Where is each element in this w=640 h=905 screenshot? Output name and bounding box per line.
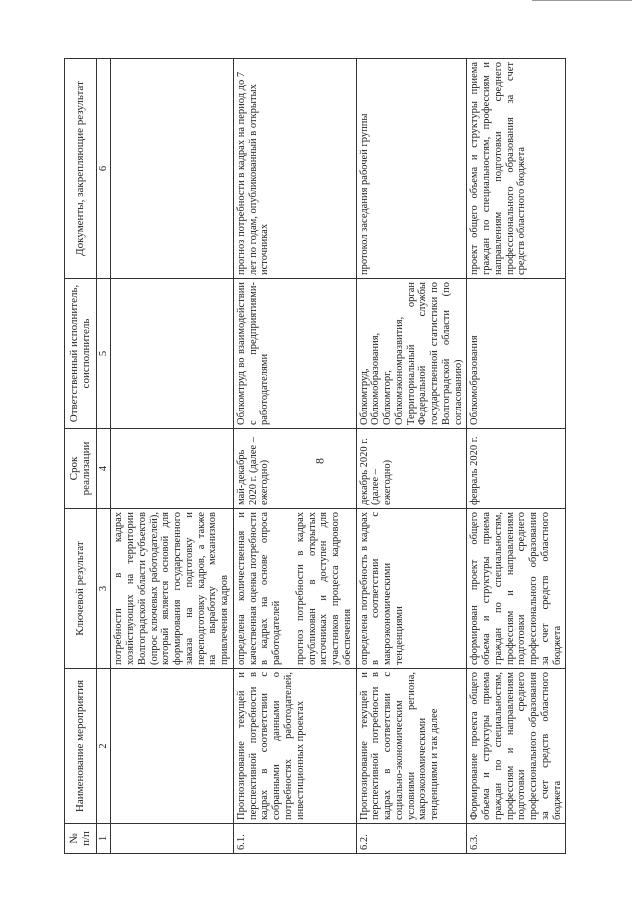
table-row [233, 59, 356, 854]
header-key-result: Ключевой результат [65, 509, 97, 669]
column-number: 6 [96, 59, 111, 279]
header-measure-name: Наименование мероприятия [65, 669, 97, 824]
scan-edge-line [532, 0, 632, 1]
page-number: 8 [312, 458, 327, 464]
header-term: Срок реализации [65, 429, 97, 509]
cell-term [111, 429, 234, 509]
measures-table [64, 58, 566, 854]
cell-result [233, 509, 356, 669]
cell-term: декабрь 2020 г. (далее – ежегодно) [356, 429, 467, 509]
header-responsible: Ответственный исполнитель, соисполнитель [65, 279, 97, 429]
cell-documents: протокол заседания рабочей группы [356, 59, 467, 279]
cell-responsible: Облкомтруд, Облкомобразования, Облкомторг, Облкомэкономразвития, Территориальный орган Федеральной службы государственной статистики по Волгоградской области (по согласованию) [356, 279, 467, 429]
result-paragraph: сформирован проект общего объема и структуры приема граждан по специальностям, профессиям и направлениям подготовки среднего профессионального образования за счет средств областного бюджета [469, 512, 563, 665]
cell-documents: прогноз потребности в кадрах на период до 7 лет по годам, опубликованный в открытых источниках [233, 59, 356, 279]
cell-result [467, 509, 566, 669]
cell-name [111, 669, 234, 824]
table-row-carryover [111, 59, 234, 854]
column-number: 4 [96, 429, 111, 509]
table-row [356, 59, 467, 854]
table-header-row [65, 59, 97, 854]
cell-responsible [111, 279, 234, 429]
result-paragraph: определена потребность в кадрах в соответствии с макроэкономическими тенденциями [358, 512, 405, 665]
cell-name: Прогнозирование текущей и перспективной потребности в кадрах в соответствии с социально-экономическим условиями региона, макроэкономическими тенденциями и так далее [356, 669, 467, 824]
cell-num: 6.3. [467, 824, 566, 854]
cell-term: февраль 2020 г. [467, 429, 566, 509]
cell-name: Прогнозирование текущей и перспективной потребности в кадрах в соответствии с собранными данными о потребностях работодателей, инвестиционных проектах [233, 669, 356, 824]
cell-name: Формирование проекта общего объема и структуры приема граждан по специальностям, профессиям и направлениям подготовки среднего профессионального образования за счет средств областного бюджета [467, 669, 566, 824]
result-paragraph: прогноз потребности в кадрах опубликован в открытых источниках и доступен для участников процесса кадрового обеспечения [294, 512, 353, 665]
cell-term: май-декабрь 2020 г. (далее – ежегодно) [233, 429, 356, 509]
column-number: 5 [96, 279, 111, 429]
header-num: № п/п [65, 824, 97, 854]
cell-num: 6.1. [233, 824, 356, 854]
cell-responsible: Облкомтруд во взаимодействии с предприятиями-работодателями [233, 279, 356, 429]
column-number: 1 [96, 824, 111, 854]
table-row [467, 59, 566, 854]
header-documents: Документы, закрепляющие результат [65, 59, 97, 279]
cell-responsible: Облкомобразования [467, 279, 566, 429]
rotated-table-wrapper [64, 59, 574, 854]
cell-result-carryover: потребности в кадрах хозяйствующих на территории Волгоградской области субъектов (опрос ключевых работодателей), который является основой для формирования государственного заказа на подготовку и переподготовку кадров, а также на выработку механизмов привлечения кадров [111, 509, 234, 669]
cell-documents [111, 59, 234, 279]
cell-num: 6.2. [356, 824, 467, 854]
column-number: 3 [96, 509, 111, 669]
column-numbers-row [96, 59, 111, 854]
cell-num [111, 824, 234, 854]
column-number: 2 [96, 669, 111, 824]
cell-result [356, 509, 467, 669]
cell-documents: проект общего объема и структуры приема граждан по специальностям, профессиям и направлениям подготовки среднего профессионального образования за счет средств областного бюджета [467, 59, 566, 279]
result-paragraph: определена количественная и качественная оценка потребности в кадрах на основе опроса работодателей [235, 512, 283, 665]
